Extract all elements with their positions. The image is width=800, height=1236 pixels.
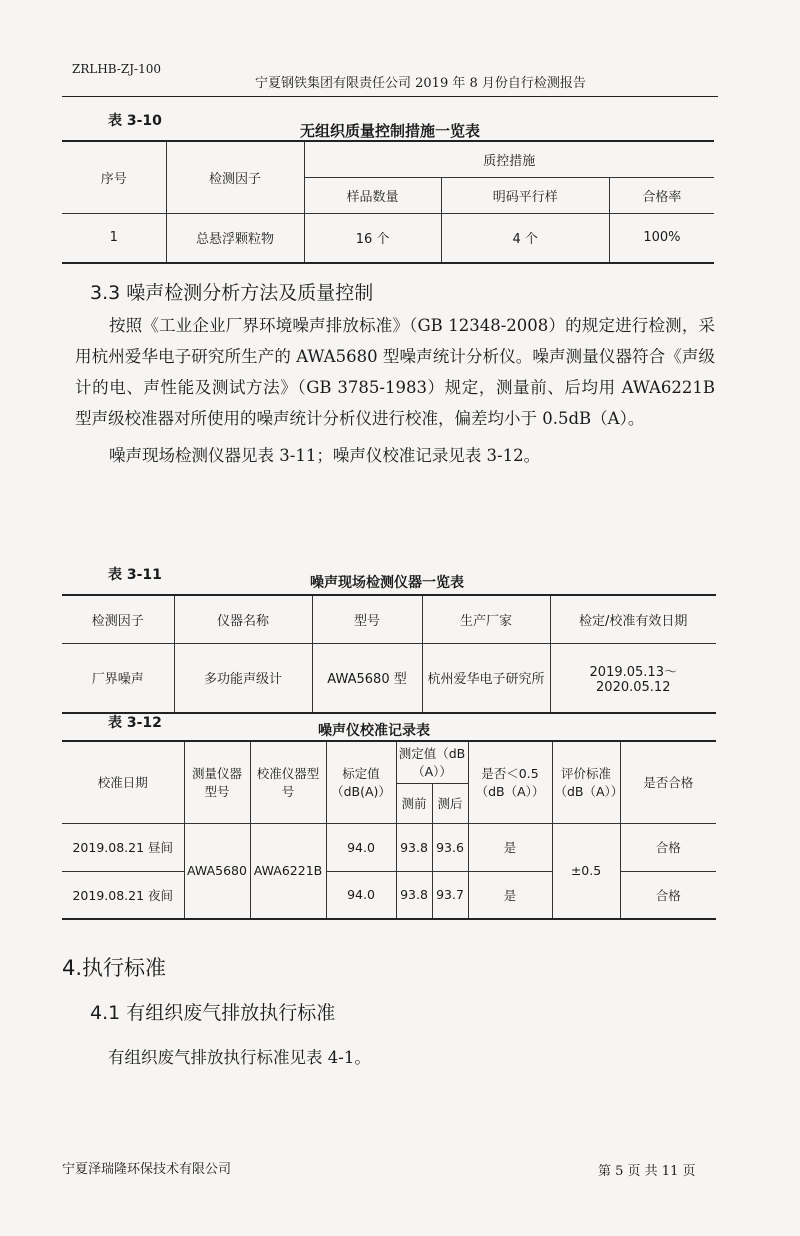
report-title: 宁夏钢铁集团有限责任公司 2019 年 8 月份自行检测报告 xyxy=(255,76,586,91)
header-cell: 型号 xyxy=(312,595,422,643)
section-3-3-body xyxy=(75,310,715,471)
header-cell: 校准日期 xyxy=(62,741,184,823)
cell: 多功能声级计 xyxy=(174,643,312,713)
table-row xyxy=(62,643,716,713)
cell: 2019.05.13～2020.05.12 xyxy=(550,643,716,713)
paragraph: 按照《工业企业厂界环境噪声排放标准》（GB 12348-2008）的规定进行检测，采用杭州爱华电子研究所生产的 AWA5680 型噪声统计分析仪。噪声测量仪器符合《声级计的电、声性能及测试方法》（GB 3785-1983）规定，测量前、后均用 AWA6221B 型声级校准器对所使用的噪声统计分析仪进行校准，偏差均小于 0.5dB（A）。 xyxy=(75,316,715,428)
header-rule xyxy=(62,96,718,97)
paragraph: 有组织废气排放执行标准见表 4-1。 xyxy=(108,1048,371,1067)
cell: 93.8 xyxy=(396,871,432,919)
cell: 2019.08.21 夜间 xyxy=(62,871,184,919)
table-3-12-title: 噪声仪校准记录表 xyxy=(318,723,430,739)
cell-no: 1 xyxy=(62,213,166,263)
header-cell: 仪器名称 xyxy=(174,595,312,643)
header-cell: 测前 xyxy=(396,783,432,823)
table-row xyxy=(62,213,714,263)
cell: 厂界噪声 xyxy=(62,643,174,713)
page-number: 第 5 页 共 11 页 xyxy=(598,1164,696,1179)
cell: 是 xyxy=(468,871,552,919)
header-cell: 标定值（dB(A)） xyxy=(326,741,396,823)
table-3-10-label: 表 3-10 xyxy=(108,113,162,129)
cell: 93.8 xyxy=(396,823,432,871)
cell: AWA6221B xyxy=(250,823,326,919)
header-cell: 生产厂家 xyxy=(422,595,550,643)
cell: 合格 xyxy=(620,823,716,871)
header-cell: 测量仪器型号 xyxy=(184,741,250,823)
footer-company: 宁夏泽瑞隆环保技术有限公司 xyxy=(62,1162,232,1177)
table-3-12-label: 表 3-12 xyxy=(108,715,162,731)
cell: AWA5680 型 xyxy=(312,643,422,713)
cell-factor: 总悬浮颗粒物 xyxy=(166,213,304,263)
section-4-1-heading: 4.1 有组织废气排放执行标准 xyxy=(90,1002,336,1024)
header-cell: 是否＜0.5（dB（A）） xyxy=(468,741,552,823)
paragraph: 噪声现场检测仪器见表 3-11；噪声仪校准记录见表 3-12。 xyxy=(109,446,541,465)
section-3-3-heading: 3.3 噪声检测分析方法及质量控制 xyxy=(90,282,374,304)
cell: 是 xyxy=(468,823,552,871)
table-3-11 xyxy=(62,594,716,714)
cell: 2019.08.21 昼间 xyxy=(62,823,184,871)
header-cell: 评价标准（dB（A）） xyxy=(552,741,620,823)
table-row xyxy=(62,823,716,871)
cell-pass-rate: 100% xyxy=(609,213,714,263)
header-no: 序号 xyxy=(62,141,166,213)
cell-sample-count: 16 个 xyxy=(304,213,441,263)
cell: AWA5680 xyxy=(184,823,250,919)
header-cell: 测定值（dB（A）） xyxy=(396,741,468,783)
table-3-10-title: 无组织质量控制措施一览表 xyxy=(300,122,481,140)
header-qc: 质控措施 xyxy=(304,141,714,177)
cell: 94.0 xyxy=(326,871,396,919)
cell: 杭州爱华电子研究所 xyxy=(422,643,550,713)
cell: 93.7 xyxy=(432,871,468,919)
section-4-heading: 4.执行标准 xyxy=(62,956,167,980)
cell: 合格 xyxy=(620,871,716,919)
header-pass-rate: 合格率 xyxy=(609,177,714,213)
header-sample-count: 样品数量 xyxy=(304,177,441,213)
header-cell: 测后 xyxy=(432,783,468,823)
header-cell: 检定/校准有效日期 xyxy=(550,595,716,643)
table-3-12 xyxy=(62,740,716,920)
cell-parallel: 4 个 xyxy=(441,213,609,263)
cell: ±0.5 xyxy=(552,823,620,919)
table-3-10 xyxy=(62,140,714,264)
header-cell: 校准仪器型号 xyxy=(250,741,326,823)
header-cell: 是否合格 xyxy=(620,741,716,823)
cell: 93.6 xyxy=(432,823,468,871)
header-parallel: 明码平行样 xyxy=(441,177,609,213)
cell: 94.0 xyxy=(326,823,396,871)
document-code: ZRLHB-ZJ-100 xyxy=(72,62,162,76)
header-factor: 检测因子 xyxy=(166,141,304,213)
table-3-11-title: 噪声现场检测仪器一览表 xyxy=(310,575,464,591)
table-3-11-label: 表 3-11 xyxy=(108,567,162,583)
header-cell: 检测因子 xyxy=(62,595,174,643)
